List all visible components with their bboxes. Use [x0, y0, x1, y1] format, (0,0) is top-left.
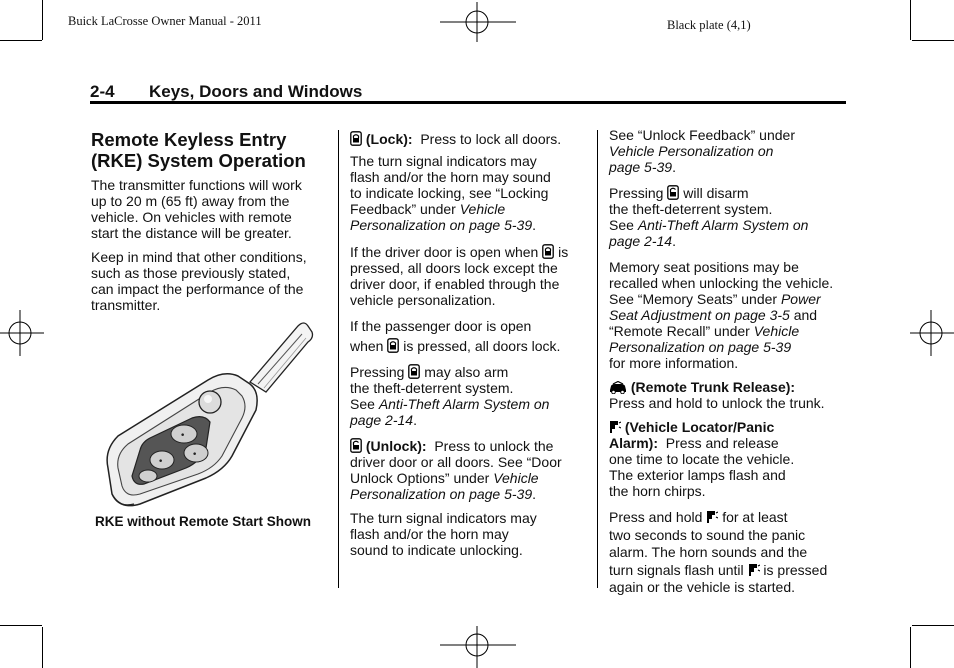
registration-mark-top	[440, 2, 516, 42]
crop-mark	[912, 625, 954, 626]
paragraph: If the passenger door is open when is pressed, all doors lock.	[350, 318, 561, 354]
crop-mark	[0, 40, 42, 41]
section-title: Keys, Doors and Windows	[149, 82, 363, 101]
svg-text:•: •	[158, 457, 164, 467]
crop-mark	[910, 627, 911, 668]
crop-mark	[42, 627, 43, 668]
registration-mark-bottom	[440, 626, 516, 668]
column-3	[609, 127, 849, 605]
paragraph: Press and hold for at least two seconds to sound the panic alarm. The horn sounds and the turn signals flash until is pressed again or the vehicle is started.	[609, 509, 828, 595]
panic-horn-icon	[748, 563, 760, 577]
paragraph: The turn signal indicators may flash and/or the horn may sound to indicate locking, see “Locking Feedback” under Vehicle Personalization on page 5-39.	[350, 153, 551, 233]
lock-icon	[542, 244, 554, 259]
svg-text:•: •	[180, 431, 186, 441]
lock-item: (Lock): Press to lock all doors.	[350, 131, 592, 147]
trunk-release-icon	[609, 381, 627, 394]
header-rule	[90, 101, 846, 104]
column-divider	[597, 130, 598, 588]
figure-caption: RKE without Remote Start Shown	[95, 514, 311, 529]
column-divider	[338, 130, 339, 588]
panic-horn-icon	[609, 420, 621, 434]
paragraph: The transmitter functions will work up to 20 m (65 ft) away from the vehicle. On vehicles with remote start the distance will be greater.	[91, 177, 302, 241]
crop-mark	[910, 0, 911, 40]
paragraph: Pressing may also arm the theft-deterrent system. See Anti-Theft Alarm System on page 2-14.	[350, 364, 550, 428]
lock-icon	[387, 338, 399, 353]
column-2	[350, 131, 592, 566]
crop-mark	[912, 40, 954, 41]
crop-mark	[0, 625, 42, 626]
plate-label: Black plate (4,1)	[667, 18, 751, 32]
lock-icon	[408, 364, 420, 379]
unlock-icon	[667, 185, 679, 200]
paragraph: See “Unlock Feedback” under Vehicle Personalization on page 5-39.	[609, 127, 795, 175]
paragraph: Pressing will disarm the theft-deterrent system. See Anti-Theft Alarm System on page 2-14.	[609, 185, 809, 249]
section-number: 2-4	[90, 82, 115, 101]
trunk-release-item: (Remote Trunk Release): Press and hold to unlock the trunk.	[609, 379, 825, 411]
registration-mark-left	[0, 310, 44, 356]
panic-horn-icon	[706, 510, 718, 524]
lock-icon	[350, 131, 362, 146]
key-fob-illustration	[100, 318, 320, 510]
registration-mark-right	[910, 310, 954, 356]
vehicle-locator-item: (Vehicle Locator/Panic Alarm): Press and release one time to locate the vehicle. The exterior lamps flash and the horn chirps.	[609, 419, 795, 499]
column-1	[91, 129, 331, 321]
paragraph: If the driver door is open when is pressed, all doors lock except the driver door, if enabled through the vehicle personalization.	[350, 244, 569, 308]
crop-mark	[42, 0, 43, 40]
svg-text:•: •	[192, 450, 198, 460]
unlock-item: (Unlock): Press to unlock the driver door or all doors. See “Door Unlock Options” under Vehicle Personalization on page 5-39.	[350, 438, 562, 502]
manual-title: Buick LaCrosse Owner Manual - 2011	[68, 14, 262, 28]
paragraph: The turn signal indicators may flash and/or the horn may sound to indicate unlocking.	[350, 510, 537, 558]
rke-heading: Remote Keyless Entry (RKE) System Operation	[91, 129, 306, 171]
paragraph: Memory seat positions may be recalled when unlocking the vehicle. See “Memory Seats” under Power Seat Adjustment on page 3-5 and “Remote Recall” under Vehicle Personalization on page 5-39 for more information.	[609, 259, 834, 371]
unlock-icon	[350, 438, 362, 453]
paragraph: Keep in mind that other conditions, such as those previously stated, can impact the performance of the transmitter.	[91, 249, 307, 313]
